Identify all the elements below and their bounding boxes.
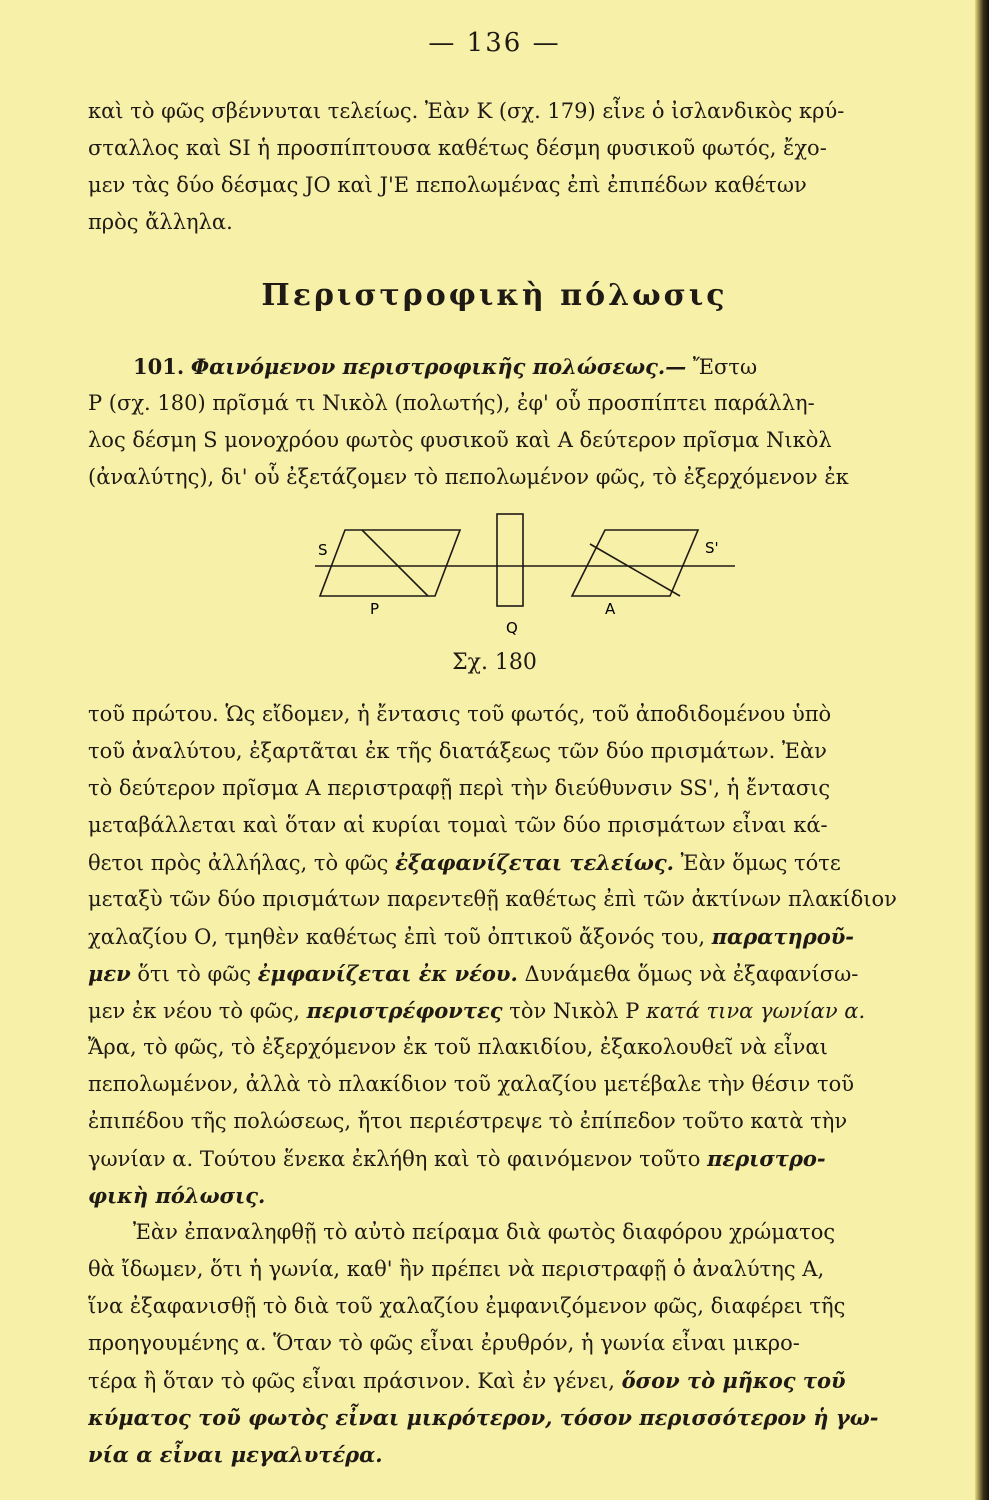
quartz-plate (497, 514, 523, 606)
emphasis-text: ὅσον τὸ μῆκος τοῦ (621, 1368, 846, 1393)
text-line: (ἀναλύτης), δι' οὗ ἐξετάζομεν τὸ πεπολωμένον φῶς, τὸ ἐξερχόμενον ἐκ (88, 465, 849, 489)
text-line: τοῦ πρώτου. Ὡς εἴδομεν, ἡ ἔντασις τοῦ φωτός, τοῦ ἀποδιδομένου ὑπὸ (88, 702, 832, 726)
emphasis-text: παρατηροῦ- (711, 924, 855, 949)
text-line (88, 1177, 950, 1214)
section-title: Φαινόμενον περιστροφικῆς πολώσεως.— (190, 354, 687, 379)
text-line (88, 1362, 950, 1399)
page-edge-shadow (975, 0, 989, 1500)
text-run: ὅτι τὸ φῶς (130, 962, 258, 986)
polarizer-prism (320, 530, 460, 596)
intro-paragraph (88, 93, 950, 241)
text-run: Δυνάμεθα ὅμως νὰ ἐξαφανίσω- (517, 962, 859, 986)
label-a: A (605, 600, 616, 618)
text-run: τὸν Νικὸλ P (502, 999, 647, 1023)
text-line: ἐπιπέδου τῆς πολώσεως, ἤτοι περιέστρεψε τὸ ἐπίπεδον τοῦτο κατὰ τὴν (88, 1109, 848, 1133)
nicol-prism-diagram (310, 500, 750, 650)
emphasis-text: περιστρο- (707, 1146, 826, 1171)
text-run: χαλαζίου Ο, τμηθὲν καθέτως ἐπὶ τοῦ ὀπτικοῦ ἄξονός του, (88, 925, 712, 949)
text-line: πεπολωμένον, ἀλλὰ τὸ πλακίδιον τοῦ χαλαζίου μετέβαλε τὴν θέσιν τοῦ (88, 1072, 855, 1096)
analyzer-diagonal (590, 544, 680, 596)
emphasis-text: μεν (88, 961, 131, 986)
analyzer-prism (572, 530, 698, 596)
text-run: Ἔστω (686, 355, 758, 379)
text-line (88, 1140, 950, 1177)
text-line (88, 1399, 950, 1436)
text-line (88, 918, 950, 955)
figure-caption: Σχ. 180 (452, 650, 537, 675)
text-line: P (σχ. 180) πρῖσμά τι Νικὸλ (πολωτής), ἐφ' οὗ προσπίπτει παράλλη- (88, 391, 815, 415)
paragraph-first-line (88, 348, 950, 385)
paragraph-continued (88, 696, 950, 1214)
label-s-prime: S' (705, 539, 719, 557)
italic-text: κατά τινα γωνίαν α. (646, 999, 866, 1023)
text-line: Ἐὰν ἐπαναληφθῇ τὸ αὐτὸ πείραμα διὰ φωτὸς διαφόρου χρώματος (133, 1220, 836, 1244)
text-line: πρὸς ἄλληλα. (88, 210, 233, 234)
text-line (88, 992, 950, 1029)
text-line: λος δέσμη S μονοχρόου φωτὸς φυσικοῦ καὶ A δεύτερον πρῖσμα Νικὸλ (88, 428, 832, 452)
text-line: τὸ δεύτερον πρῖσμα A περιστραφῇ περὶ τὴν διεύθυνσιν SS', ἡ ἔντασις (88, 776, 831, 800)
page-number: — 136 — (428, 28, 561, 58)
label-s: S (318, 541, 328, 559)
text-run: μεν ἐκ νέου τὸ φῶς, (88, 999, 307, 1023)
polarizer-diagonal (362, 530, 428, 596)
emphasis-text: κύματος τοῦ φωτὸς εἶναι μικρότερον, τόσον περισσότερον ἡ γω- (88, 1405, 879, 1430)
text-line: μεταξὺ τῶν δύο πρισμάτων παρεντεθῇ καθέτως ἐπὶ τῶν ἀκτίνων πλακίδιον (88, 887, 897, 911)
text-line: Ἄρα, τὸ φῶς, τὸ ἐξερχόμενον ἐκ τοῦ πλακιδίου, ἐξακολουθεῖ νὰ εἶναι (88, 1035, 828, 1059)
emphasis-text: νία α εἶναι μεγαλυτέρα. (88, 1442, 383, 1467)
text-line: μεν τὰς δύο δέσμας JO καὶ J'E πεπολωμένας ἐπὶ ἐπιπέδων καθέτων (88, 173, 807, 197)
paragraph-color-dependence (88, 1214, 950, 1473)
text-run: τέρα ἢ ὅταν τὸ φῶς εἶναι πράσινον. Καὶ ἐν γένει, (88, 1369, 622, 1393)
text-line: τοῦ ἀναλύτου, ἐξαρτᾶται ἐκ τῆς διατάξεως τῶν δύο πρισμάτων. Ἐὰν (88, 739, 827, 763)
text-line (88, 955, 950, 992)
section-number: 101. (133, 354, 185, 379)
label-q: Q (506, 619, 518, 637)
section-heading: Περιστροφικὴ πόλωσις (261, 278, 728, 313)
text-run: θετοι πρὸς ἀλλήλας, τὸ φῶς (88, 851, 396, 875)
emphasis-text: ἐξαφανίζεται τελείως. (395, 850, 674, 875)
emphasis-text: ἐμφανίζεται ἐκ νέου. (257, 961, 518, 986)
text-run: γωνίαν α. Τούτου ἕνεκα ἐκλήθη καὶ τὸ φαινόμενον τοῦτο (88, 1147, 708, 1171)
text-line: θὰ ἴδωμεν, ὅτι ἡ γωνία, καθ' ἣν πρέπει νὰ περιστραφῇ ὁ ἀναλύτης A, (88, 1257, 825, 1281)
text-line: σταλλος καὶ SI ἡ προσπίπτουσα καθέτως δέσμη φυσικοῦ φωτός, ἔχο- (88, 136, 827, 160)
text-line: μεταβάλλεται καὶ ὅταν αἱ κυρίαι τομαὶ τῶν δύο πρισμάτων εἶναι κά- (88, 813, 828, 837)
text-run: Ἐὰν ὅμως τότε (673, 851, 841, 875)
paragraph-101 (88, 348, 950, 496)
text-line (88, 844, 950, 881)
text-line: ἵνα ἐξαφανισθῇ τὸ διὰ τοῦ χαλαζίου ἐμφανιζόμενον φῶς, διαφέρει τῆς (88, 1294, 846, 1318)
emphasis-text: περιστρέφοντες (306, 998, 503, 1023)
emphasis-text: φικὴ πόλωσις. (88, 1183, 266, 1208)
text-line: καὶ τὸ φῶς σβέννυται τελείως. Ἐὰν Κ (σχ. 179) εἶνε ὁ ἰσλανδικὸς κρύ- (88, 99, 845, 123)
label-p: P (370, 600, 380, 618)
text-line (88, 1436, 950, 1473)
text-line: προηγουμένης α. Ὅταν τὸ φῶς εἶναι ἐρυθρόν, ἡ γωνία εἶναι μικρο- (88, 1331, 800, 1355)
